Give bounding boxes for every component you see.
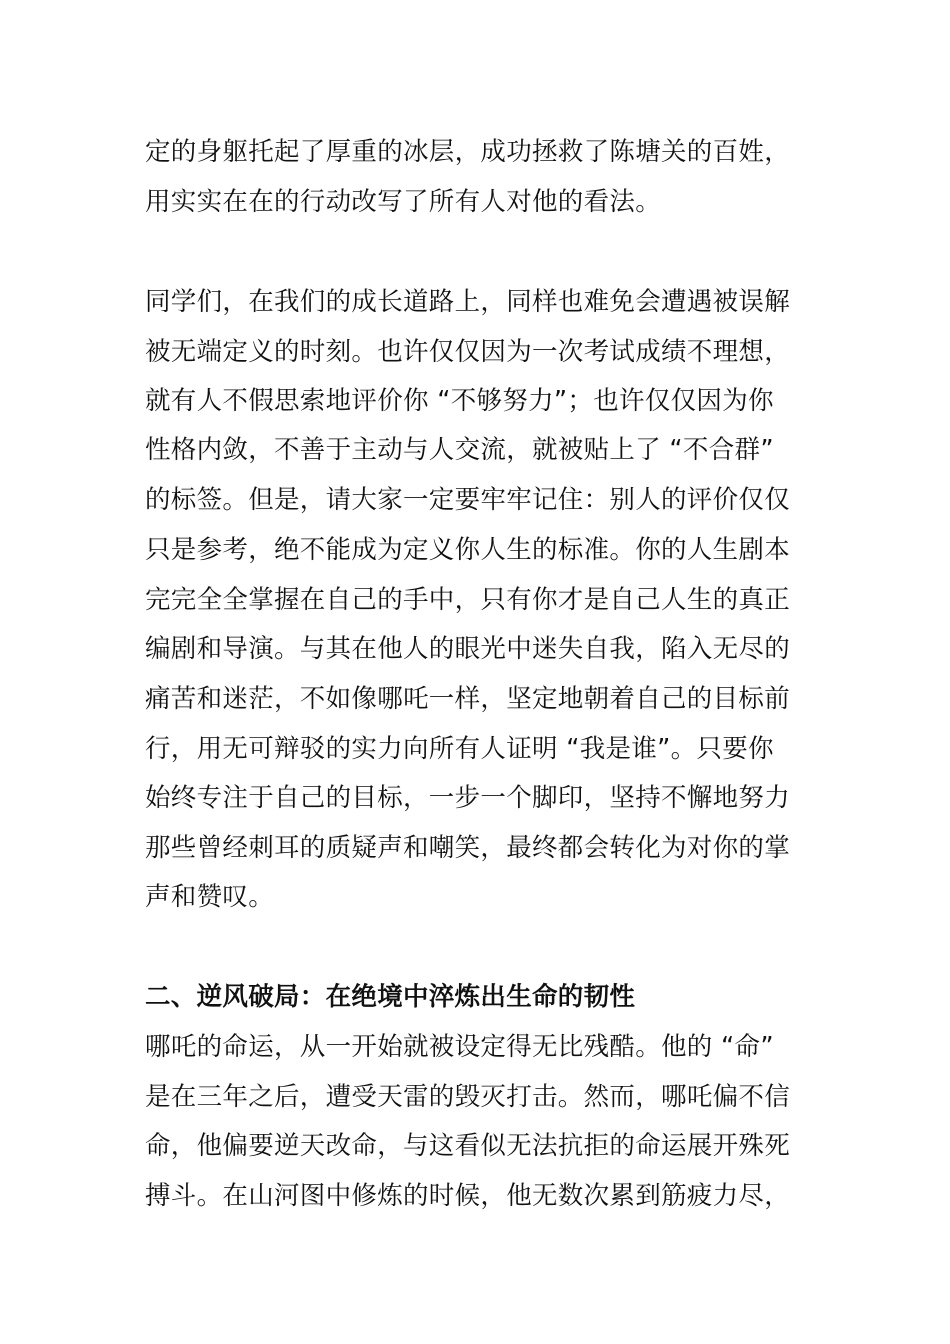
paragraph-2-line-8: 编剧和导演。与其在他人的眼光中迷失自我，陷入无尽的	[145, 634, 791, 664]
paragraph-3-line-4: 搏斗。在山河图中修炼的时候，他无数次累到筋疲力尽，	[145, 1181, 791, 1211]
paragraph-1-line-1: 定的身躯托起了厚重的冰层，成功拯救了陈塘关的百姓，	[145, 137, 791, 167]
paragraph-2-line-13: 声和赞叹。	[145, 882, 275, 912]
paragraph-3-line-3: 命，他偏要逆天改命，与这看似无法抗拒的命运展开殊死	[145, 1131, 791, 1161]
paragraph-1-line-2: 用实实在在的行动改写了所有人对他的看法。	[145, 187, 662, 217]
paragraph-3-line-1: 哪吒的命运，从一开始就被设定得无比残酷。他的 “命”	[145, 1032, 774, 1062]
paragraph-2-line-7: 完完全全掌握在自己的手中，只有你才是自己人生的真正	[145, 585, 791, 615]
paragraph-2-line-2: 被无端定义的时刻。也许仅仅因为一次考试成绩不理想，	[145, 337, 791, 367]
paragraph-2-line-4: 性格内敛，不善于主动与人交流，就被贴上了 “不合群”	[145, 435, 774, 465]
paragraph-2-line-1: 同学们，在我们的成长道路上，同样也难免会遭遇被误解	[145, 287, 791, 317]
section-heading: 二、逆风破局：在绝境中淬炼出生命的韧性	[145, 982, 636, 1012]
paragraph-2-line-11: 始终专注于自己的目标，一步一个脚印，坚持不懈地努力	[145, 783, 791, 813]
paragraph-2-line-5: 的标签。但是，请大家一定要牢牢记住：别人的评价仅仅	[145, 485, 791, 515]
paragraph-2-line-3: 就有人不假思索地评价你 “不够努力”；也许仅仅因为你	[145, 386, 774, 416]
paragraph-2-line-12: 那些曾经刺耳的质疑声和嘲笑，最终都会转化为对你的掌	[145, 833, 791, 863]
paragraph-3-line-2: 是在三年之后，遭受天雷的毁灭打击。然而，哪吒偏不信	[145, 1082, 791, 1112]
paragraph-2-line-6: 只是参考，绝不能成为定义你人生的标准。你的人生剧本	[145, 535, 791, 565]
paragraph-2-line-9: 痛苦和迷茫，不如像哪吒一样，坚定地朝着自己的目标前	[145, 684, 791, 714]
paragraph-2-line-10: 行，用无可辩驳的实力向所有人证明 “我是谁”。只要你	[145, 734, 774, 764]
